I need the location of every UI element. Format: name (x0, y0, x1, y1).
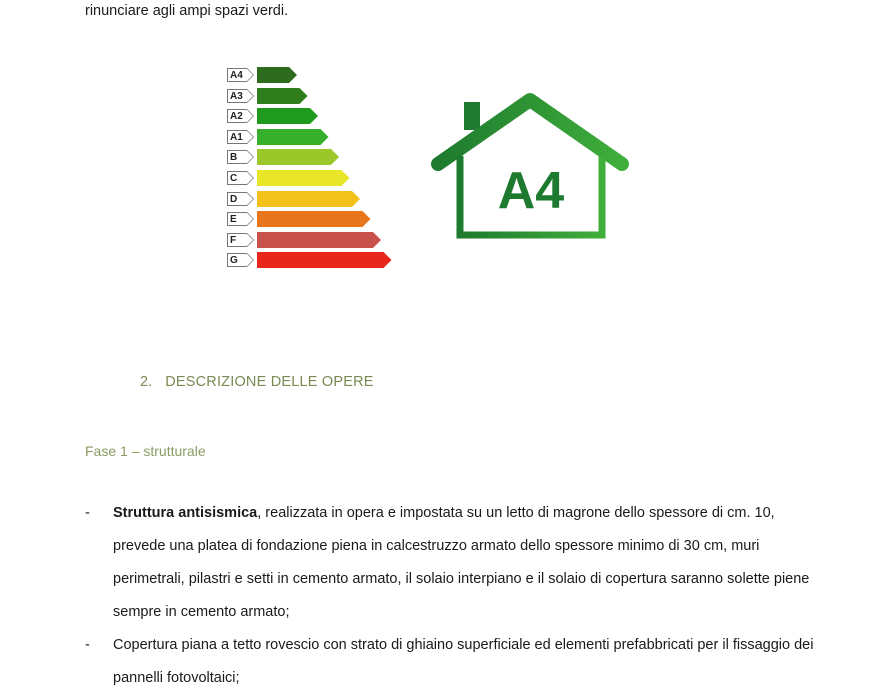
section-number: 2. (140, 374, 153, 390)
energy-class-label: C (227, 171, 247, 185)
energy-class-arrow (257, 191, 360, 207)
energy-class-arrow (257, 211, 371, 227)
list-item-text: , realizzata in opera e impostata su un letto di magrone dello spessore di cm. 10, prevede una platea di fondazione piena in calcestruzzo armato dello spessore minimo di 30 cm, muri perimetrali, pilastri e setti in cemento armato, il solaio interpiano e il solaio di copertura saranno solette piene sempre in cemento armato; (113, 505, 810, 620)
energy-class-label: B (227, 150, 247, 164)
list-dash: - (85, 505, 90, 521)
energy-class-arrow (257, 232, 381, 248)
energy-class-arrow (257, 67, 297, 83)
list-item (85, 497, 815, 629)
energy-class-label: E (227, 212, 247, 226)
energy-class-label: A1 (227, 130, 247, 144)
list-item (85, 629, 815, 695)
energy-class-label: A2 (227, 109, 247, 123)
section-heading (140, 374, 374, 390)
list-item-text: Copertura piana a tetto rovescio con strato di ghiaino superficiale ed elementi prefabbricati per il fissaggio dei pannelli fotovoltaici; (113, 637, 814, 686)
energy-class-arrow (257, 88, 308, 104)
energy-class-label: F (227, 233, 247, 247)
house-a4-icon (430, 92, 630, 242)
intro-text-tail: rinunciare agli ampi spazi verdi. (85, 3, 289, 19)
chimney (464, 102, 480, 130)
section-title: DESCRIZIONE DELLE OPERE (165, 374, 374, 390)
energy-class-arrow (257, 149, 339, 165)
list-dash: - (85, 637, 90, 653)
house-energy-class-label: A4 (497, 162, 565, 220)
energy-class-arrow (257, 252, 392, 268)
energy-class-arrow (257, 108, 318, 124)
phase-heading: Fase 1 – strutturale (85, 443, 206, 459)
energy-class-arrow (257, 129, 329, 145)
energy-class-label: G (227, 253, 247, 267)
list-item-lead: Struttura antisismica (113, 505, 258, 521)
works-list (85, 497, 815, 695)
energy-class-label: A4 (227, 68, 247, 82)
energy-class-arrow (257, 170, 350, 186)
energy-class-label: A3 (227, 89, 247, 103)
energy-class-label: D (227, 192, 247, 206)
